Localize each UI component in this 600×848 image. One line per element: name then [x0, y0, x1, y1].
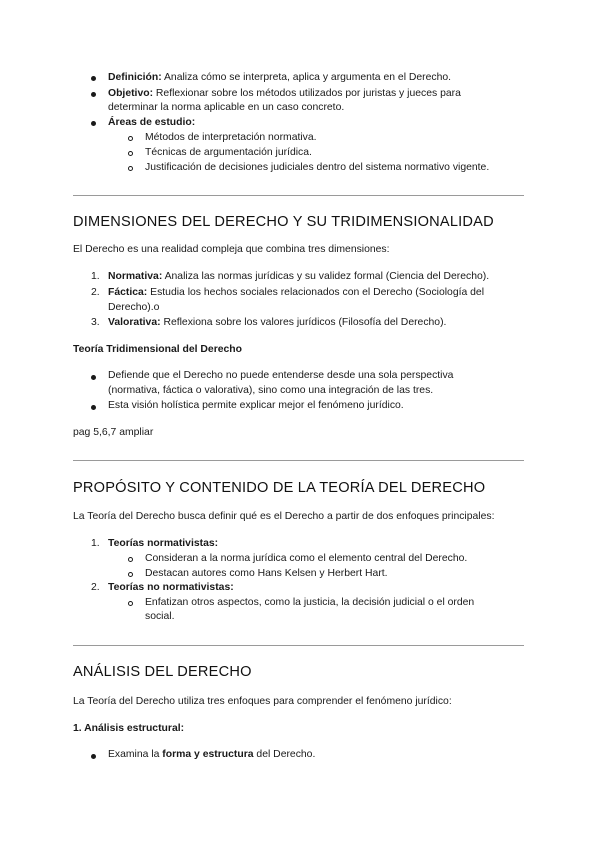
sub-list-item: Técnicas de argumentación jurídica.	[145, 147, 312, 158]
item-text: Examina la	[108, 749, 163, 760]
sub-bullet-icon	[128, 136, 133, 141]
item-emphasis: forma y estructura	[162, 749, 254, 760]
paragraph: El Derecho es una realidad compleja que combina tres dimensiones:	[73, 244, 390, 255]
list-number: 1.	[91, 271, 100, 282]
paragraph: La Teoría del Derecho busca definir qué es el Derecho a partir de dos enfoques principales:	[73, 511, 495, 522]
bullet-icon	[91, 92, 96, 97]
sub-bullet-icon	[128, 166, 133, 171]
item-term: Valorativa:	[108, 317, 161, 328]
sub-bullet-icon	[128, 557, 133, 562]
list-item	[108, 270, 489, 284]
item-term: Definición:	[108, 72, 162, 83]
bullet-icon	[91, 405, 96, 410]
section-heading: DIMENSIONES DEL DERECHO Y SU TRIDIMENSIONALIDAD	[73, 214, 494, 230]
list-item	[108, 748, 315, 762]
item-text: Estudia los hechos sociales relacionados con el Derecho (Sociología del	[147, 287, 485, 298]
divider	[73, 460, 524, 461]
list-item: Esta visión holística permite explicar mejor el fenómeno jurídico.	[108, 400, 404, 411]
item-text: Analiza cómo se interpreta, aplica y argumenta en el Derecho.	[161, 72, 452, 83]
item-term: Normativa:	[108, 271, 163, 282]
list-item: Defiende que el Derecho no puede entenderse desde una sola perspectiva	[108, 370, 454, 381]
bullet-icon	[91, 375, 96, 380]
item-term: Fáctica:	[108, 287, 148, 298]
list-item	[108, 116, 195, 130]
bullet-icon	[91, 76, 96, 81]
divider	[73, 645, 524, 646]
list-number: 1.	[91, 538, 100, 549]
subheading: 1. Análisis estructural:	[73, 723, 185, 734]
list-item	[108, 316, 446, 330]
section-heading: PROPÓSITO Y CONTENIDO DE LA TEORÍA DEL DERECHO	[73, 480, 486, 496]
list-item	[108, 71, 451, 85]
bullet-icon	[91, 121, 96, 126]
list-item: Teorías no normativistas:	[108, 582, 234, 593]
item-text: del Derecho.	[253, 749, 316, 760]
paragraph: La Teoría del Derecho utiliza tres enfoques para comprender el fenómeno jurídico:	[73, 696, 452, 707]
sub-bullet-icon	[128, 601, 133, 606]
sub-bullet-icon	[128, 572, 133, 577]
item-continuation: Derecho).o	[108, 302, 160, 313]
note: pag 5,6,7 ampliar	[73, 427, 154, 438]
item-text: Reflexiona sobre los valores jurídicos (Filosofía del Derecho).	[160, 317, 447, 328]
list-item: Teorías normativistas:	[108, 538, 219, 549]
item-continuation: determinar la norma aplicable en un caso concreto.	[108, 102, 345, 113]
sub-list-item: Métodos de interpretación normativa.	[145, 132, 317, 143]
item-text: Analiza las normas jurídicas y su validez formal (Ciencia del Derecho).	[162, 271, 490, 282]
bullet-icon	[91, 754, 96, 759]
sub-list-item: Enfatizan otros aspectos, como la justicia, la decisión judicial o el orden	[145, 597, 475, 608]
sub-list-item: Consideran a la norma jurídica como el elemento central del Derecho.	[145, 553, 468, 564]
subheading: Teoría Tridimensional del Derecho	[73, 344, 242, 355]
sub-list-item: Justificación de decisiones judiciales dentro del sistema normativo vigente.	[145, 162, 490, 173]
sub-list-item: Destacan autores como Hans Kelsen y Herbert Hart.	[145, 568, 388, 579]
item-text: Reflexionar sobre los métodos utilizados por juristas y jueces para	[153, 88, 461, 99]
divider	[73, 195, 524, 196]
list-item	[108, 87, 461, 101]
list-number: 2.	[91, 582, 100, 593]
item-continuation: social.	[145, 611, 175, 622]
item-term: Áreas de estudio:	[108, 117, 196, 128]
list-number: 3.	[91, 317, 100, 328]
list-number: 2.	[91, 287, 100, 298]
item-term: Objetivo:	[108, 88, 154, 99]
section-heading: ANÁLISIS DEL DERECHO	[73, 664, 252, 680]
item-continuation: (normativa, fáctica o valorativa), sino como una integración de las tres.	[108, 385, 434, 396]
list-item	[108, 286, 484, 300]
sub-bullet-icon	[128, 151, 133, 156]
